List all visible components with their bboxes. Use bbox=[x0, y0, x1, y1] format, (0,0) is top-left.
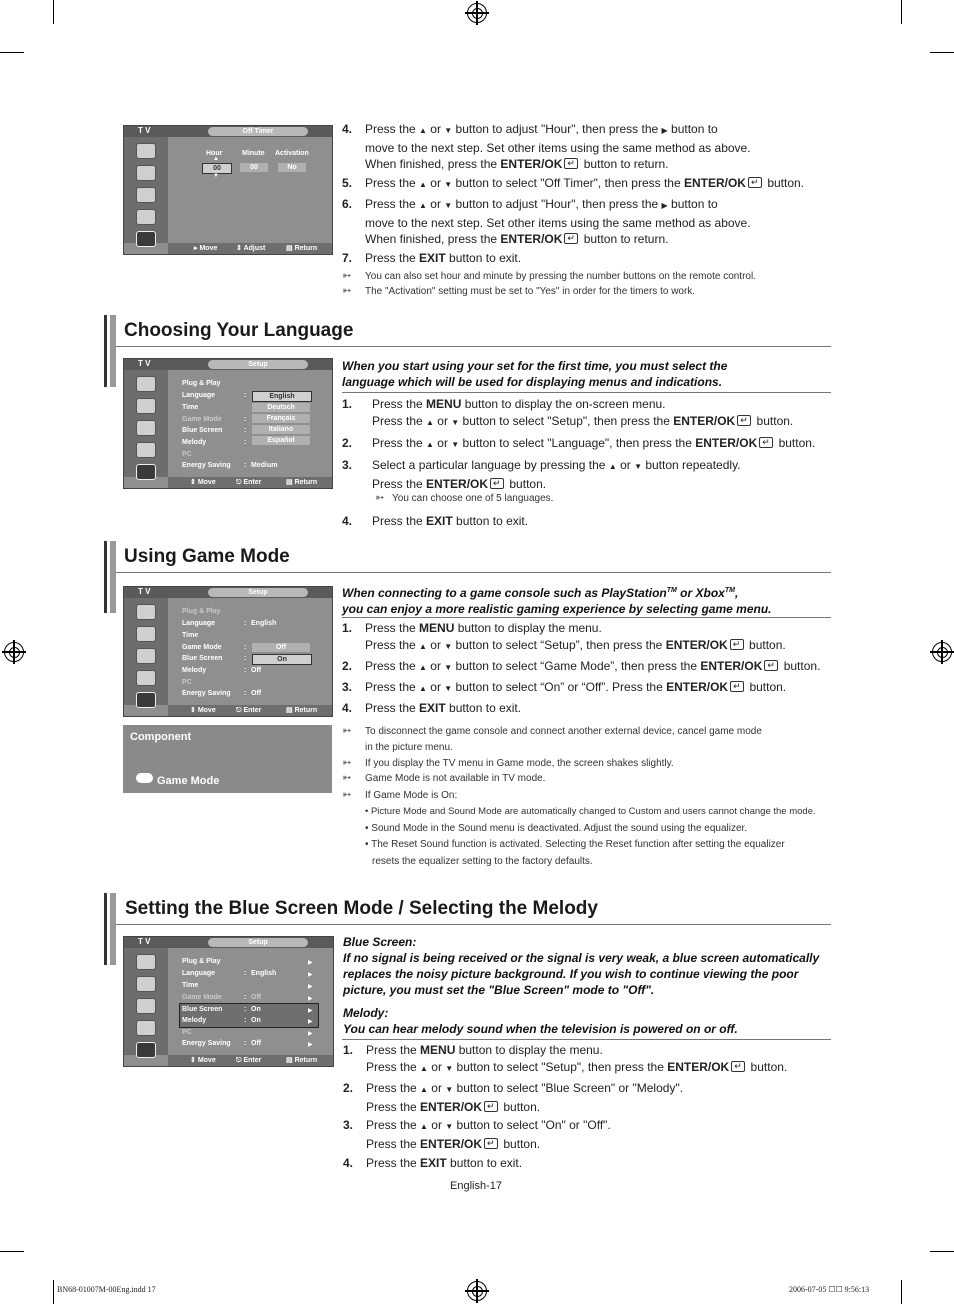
game-intro: When connecting to a game console such as PlayStation™ or Xbox™, you can enjoy a more realistic gaming experience by selecting game menu. bbox=[342, 586, 772, 616]
right-arrow-icon: ▶ bbox=[661, 201, 668, 210]
menu-row-melody: Melody bbox=[182, 1017, 207, 1024]
enter-icon bbox=[731, 1061, 745, 1072]
down-arrow-icon: ▼ bbox=[444, 201, 453, 210]
timer-step-6: Press the ▲ or ▼ button to adjust "Hour", then press the ▶ button to move to the next step. Set other items using the same method as above. When finished, press the ENTER/OK↵ button to return. bbox=[365, 196, 835, 248]
return-hint: Return bbox=[294, 245, 318, 252]
setup-icon bbox=[136, 231, 156, 247]
menu-tv-label: T V bbox=[138, 126, 151, 135]
section-title: Setting the Blue Screen Mode / Selecting the Melody bbox=[125, 898, 598, 919]
move-hint: Move bbox=[199, 245, 218, 252]
down-arrow-icon: ▼ bbox=[451, 417, 460, 427]
menu-title: Setup bbox=[208, 588, 308, 597]
energy-saving-value: Medium bbox=[251, 462, 278, 469]
melody-description: Melody: You can hear melody sound when the television is powered on or off. bbox=[343, 1006, 738, 1036]
minute-value: 00 bbox=[240, 163, 268, 173]
right-arrow-icon: ▶ bbox=[308, 996, 313, 1002]
section-rule bbox=[116, 924, 831, 925]
language-step-2: Press the ▲ or ▼ button to select "Language", then press the ENTER/OK↵ button. bbox=[372, 435, 834, 454]
note-arrow-icon: ➳ bbox=[342, 789, 352, 801]
step-number: 4. bbox=[342, 122, 353, 136]
right-arrow-icon: ▶ bbox=[308, 1019, 313, 1025]
return-hint: Return bbox=[294, 1057, 318, 1064]
channel-icon bbox=[136, 442, 156, 458]
game-mode-menu-screen: T V Setup Plug & Play Language Time Game Mode Blue Screen Melody PC Energy Saving : : : : : English Off On Off Off ⇕ Move ⎋ Enter ▤ Return bbox=[123, 586, 333, 717]
melody-value: On bbox=[251, 1017, 261, 1024]
menu-row-language: Language bbox=[182, 392, 216, 399]
step-number: 4. bbox=[343, 1156, 354, 1170]
language-option: Deutsch bbox=[252, 403, 310, 413]
return-hint: Return bbox=[294, 707, 318, 714]
menu-row-energy-saving: Energy Saving bbox=[182, 690, 231, 697]
menu-title: Off Timer bbox=[208, 127, 308, 136]
language-value: English bbox=[251, 620, 277, 627]
menu-title: Setup bbox=[208, 360, 308, 369]
sound-icon bbox=[136, 187, 156, 203]
setup-icon bbox=[136, 692, 156, 708]
move-hint: Move bbox=[197, 479, 216, 486]
up-arrow-icon: ▲ bbox=[419, 684, 427, 693]
up-arrow-icon: ▲ bbox=[419, 641, 427, 651]
crop-mark bbox=[53, 1280, 54, 1304]
intro-rule bbox=[342, 392, 831, 393]
up-arrow-icon: ▲ bbox=[420, 1085, 428, 1094]
down-arrow-icon: ▼ bbox=[444, 641, 453, 651]
crop-mark bbox=[53, 0, 54, 24]
timer-note: You can also set hour and minute by pressing the number buttons on the remote control. bbox=[365, 271, 756, 282]
game-note: To disconnect the game console and connect another external device, cancel game mode bbox=[365, 726, 762, 737]
menu-row-game-mode: Game Mode bbox=[182, 994, 222, 1001]
up-arrow-icon: ▲ bbox=[426, 417, 434, 427]
note-arrow-icon: ➳ bbox=[342, 285, 352, 297]
language-step-4: Press the EXIT button to exit. bbox=[372, 514, 529, 528]
component-game-mode: Game Mode bbox=[157, 775, 220, 787]
timer-note: The "Activation" setting must be set to "Yes" in order for the timers to work. bbox=[365, 286, 696, 297]
section-rule bbox=[116, 572, 831, 573]
menu-row-melody: Melody bbox=[182, 439, 207, 446]
menu-footer: ⇕ Move ⎋ Enter ▤ Return bbox=[168, 705, 332, 716]
menu-row-time: Time bbox=[182, 632, 199, 639]
language-step-3: Select a particular language by pressing the ▲ or ▼ button repeatedly. Press the ENTER/OK↵ button. bbox=[372, 457, 834, 492]
input-icon bbox=[136, 604, 156, 620]
melody-value: Off bbox=[251, 667, 262, 674]
enter-icon bbox=[564, 233, 578, 244]
crop-mark bbox=[0, 52, 24, 53]
right-arrow-icon: ▶ bbox=[308, 960, 313, 966]
right-arrow-icon: ▶ bbox=[308, 1008, 313, 1014]
up-arrow-icon: ▲ bbox=[420, 1122, 428, 1131]
down-arrow-icon: ▼ bbox=[445, 1122, 454, 1131]
right-arrow-icon: ▶ bbox=[308, 1042, 313, 1048]
enter-hint: Enter bbox=[243, 707, 262, 714]
step-number: 1. bbox=[342, 397, 353, 411]
enter-icon bbox=[730, 681, 744, 692]
menu-row-time: Time bbox=[182, 982, 199, 989]
step-number: 3. bbox=[342, 680, 353, 694]
enter-icon bbox=[484, 1101, 498, 1112]
menu-row-melody: Melody bbox=[182, 667, 207, 674]
menu-icon-column bbox=[124, 948, 168, 1055]
slug-file: BN68-01007M-00Eng.indd 17 bbox=[57, 1285, 156, 1294]
down-arrow-icon: ▼ bbox=[634, 462, 642, 471]
sound-icon bbox=[136, 648, 156, 664]
hour-label: Hour bbox=[206, 150, 223, 157]
down-arrow-icon: ▼ bbox=[444, 663, 453, 672]
language-step-1: Press the MENU button to display the on-screen menu. Press the ▲ or ▼ button to select "Setup", then press the ENTER/OK↵ button. bbox=[372, 396, 834, 431]
registration-mark-icon bbox=[4, 642, 24, 662]
component-title: Component bbox=[130, 731, 192, 743]
menu-row-energy-saving: Energy Saving bbox=[182, 462, 231, 469]
menu-row-energy-saving: Energy Saving bbox=[182, 1040, 231, 1047]
menu-row-pc: PC bbox=[182, 679, 192, 686]
game-step-3: Press the ▲ or ▼ button to select “On” or “Off”. Press the ENTER/OK↵ button. bbox=[365, 679, 835, 698]
up-arrow-icon: ▲ bbox=[608, 462, 617, 471]
menu-row-pc: PC bbox=[182, 451, 192, 458]
activation-label: Activation bbox=[275, 150, 309, 157]
language-intro: When you start using your set for the first time, you must select the language which will be used for displaying menus and indications. bbox=[342, 359, 728, 389]
step-number: 3. bbox=[343, 1118, 354, 1132]
menu-title-bar bbox=[124, 587, 332, 598]
blue-step-4: Press the EXIT button to exit. bbox=[366, 1156, 523, 1170]
section-bar bbox=[104, 315, 116, 387]
menu-title: Setup bbox=[208, 938, 308, 947]
blue-screen-value: On bbox=[251, 1006, 261, 1013]
page-number: English-17 bbox=[450, 1180, 502, 1192]
crop-mark bbox=[930, 52, 954, 53]
down-arrow-icon: ▼ bbox=[213, 173, 219, 179]
channel-icon bbox=[136, 209, 156, 225]
minute-label: Minute bbox=[242, 150, 265, 157]
step-number: 2. bbox=[343, 1081, 354, 1095]
input-icon bbox=[136, 376, 156, 392]
down-arrow-icon: ▼ bbox=[444, 180, 453, 189]
blue-screen-description: Blue Screen: If no signal is being received or the signal is very weak, a blue screen automatically replaces the noisy picture background. If you wish to continue viewing the poor picture, you must set the "Blue Screen" mode to "Off". bbox=[343, 935, 820, 997]
timer-step-5: Press the ▲ or ▼ button to select "Off Timer", then press the ENTER/OK↵ button. bbox=[365, 175, 835, 194]
step-number: 5. bbox=[342, 176, 353, 190]
timer-step-4: Press the ▲ or ▼ button to adjust "Hour", then press the ▶ button to move to the next step. Set other items using the same method as above. When finished, press the ENTER/OK↵ button to return. bbox=[365, 121, 835, 173]
gamepad-icon bbox=[136, 773, 153, 783]
up-arrow-icon: ▲ bbox=[419, 663, 427, 672]
menu-row-time: Time bbox=[182, 404, 199, 411]
menu-row-plug-play: Plug & Play bbox=[182, 958, 221, 965]
menu-tv-label: T V bbox=[138, 587, 151, 596]
enter-hint: Enter bbox=[243, 479, 262, 486]
picture-icon bbox=[136, 626, 156, 642]
step-number: 4. bbox=[342, 514, 353, 528]
menu-title-bar bbox=[124, 359, 332, 370]
enter-icon bbox=[759, 437, 773, 448]
up-arrow-icon: ▲ bbox=[419, 180, 427, 189]
step-number: 6. bbox=[342, 197, 353, 211]
menu-footer: ▸ Move ⇕ Adjust ▤ Return bbox=[168, 243, 332, 254]
language-option: Español bbox=[252, 436, 310, 446]
step-number: 3. bbox=[342, 458, 353, 472]
crop-mark bbox=[901, 1280, 902, 1304]
down-arrow-icon: ▼ bbox=[445, 1063, 454, 1073]
game-step-1: Press the MENU button to display the menu. Press the ▲ or ▼ button to select “Setup”, then press the ENTER/OK↵ button. bbox=[365, 620, 835, 655]
blue-screen-menu-screen: T V Setup Plug & Play Language Time Game Mode Blue Screen Melody PC Energy Saving : : : : : English Off On On Off ▶ ▶ ▶ ▶ ▶ ▶ ▶ ▶ ⇕ Move ⎋ Enter ▤ Return bbox=[123, 936, 334, 1067]
step-number: 7. bbox=[342, 251, 353, 265]
picture-icon bbox=[136, 165, 156, 181]
down-arrow-icon: ▼ bbox=[445, 1085, 454, 1094]
game-step-4: Press the EXIT button to exit. bbox=[365, 701, 522, 715]
step-number: 1. bbox=[342, 621, 353, 635]
menu-row-language: Language bbox=[182, 970, 216, 977]
crop-mark bbox=[901, 0, 902, 24]
game-note-bullet: • Picture Mode and Sound Mode are automatically changed to Custom and users cannot change the mode. bbox=[365, 806, 816, 817]
setup-icon bbox=[136, 1042, 156, 1058]
game-note-bullet: • Sound Mode in the Sound menu is deactivated. Adjust the sound using the equalizer. bbox=[365, 823, 748, 834]
move-hint: Move bbox=[197, 1057, 216, 1064]
activation-value: No bbox=[278, 163, 306, 173]
blue-step-3: Press the ▲ or ▼ button to select "On" or "Off". Press the ENTER/OK↵ button. bbox=[366, 1117, 836, 1152]
up-arrow-icon: ▲ bbox=[420, 1063, 428, 1073]
step-number: 4. bbox=[342, 701, 353, 715]
menu-footer: ⇕ Move ⎋ Enter ▤ Return bbox=[168, 1055, 333, 1066]
menu-row-language: Language bbox=[182, 620, 216, 627]
language-option: Italiano bbox=[252, 425, 310, 435]
registration-mark-icon bbox=[467, 1281, 487, 1301]
section-bar bbox=[104, 893, 116, 965]
component-box bbox=[123, 725, 332, 793]
note-arrow-icon: ➳ bbox=[342, 757, 352, 769]
menu-tv-label: T V bbox=[138, 937, 151, 946]
game-note-bullet: resets the equalizer setting to the factory defaults. bbox=[372, 856, 593, 867]
menu-title-bar bbox=[124, 126, 332, 137]
up-arrow-icon: ▲ bbox=[419, 126, 427, 135]
crop-mark bbox=[0, 1251, 24, 1252]
note-arrow-icon: ➳ bbox=[375, 492, 385, 504]
sound-icon bbox=[136, 998, 156, 1014]
menu-icon-column bbox=[124, 598, 168, 705]
section-title: Using Game Mode bbox=[124, 546, 290, 567]
up-arrow-icon: ▲ bbox=[213, 156, 219, 162]
crop-mark bbox=[930, 1251, 954, 1252]
menu-title-bar bbox=[124, 937, 333, 948]
sound-icon bbox=[136, 420, 156, 436]
menu-row-plug-play: Plug & Play bbox=[182, 380, 221, 387]
language-value: English bbox=[251, 970, 277, 977]
step-number: 2. bbox=[342, 436, 353, 450]
menu-row-game-mode: Game Mode bbox=[182, 644, 222, 651]
menu-row-blue-screen: Blue Screen bbox=[182, 427, 223, 434]
menu-footer: ⇕ Move ⎋ Enter ▤ Return bbox=[168, 477, 332, 488]
off-timer-menu-screen bbox=[123, 125, 333, 255]
language-menu-screen: T V Setup Plug & Play Language Time Game Mode Blue Screen Melody PC Energy Saving : : : : : Medium English Deutsch Français Italiano Español ⇕ Move ⎋ Enter ▤ Return bbox=[123, 358, 333, 489]
section-title: Choosing Your Language bbox=[124, 320, 354, 341]
energy-saving-value: Off bbox=[251, 690, 262, 697]
enter-icon bbox=[564, 158, 578, 169]
registration-mark-icon bbox=[932, 642, 952, 662]
picture-icon bbox=[136, 398, 156, 414]
step-number: 1. bbox=[343, 1043, 354, 1057]
game-note-bullet: • The Reset Sound function is activated. Selecting the Reset function after setting the equalizer bbox=[365, 839, 785, 850]
note-arrow-icon: ➳ bbox=[342, 725, 352, 737]
right-arrow-icon: ▶ bbox=[308, 972, 313, 978]
enter-icon bbox=[748, 177, 762, 188]
input-icon bbox=[136, 143, 156, 159]
game-mode-option: On bbox=[252, 654, 312, 665]
menu-row-game-mode: Game Mode bbox=[182, 416, 222, 423]
adjust-hint: Adjust bbox=[243, 245, 266, 252]
right-arrow-icon: ▶ bbox=[661, 126, 668, 135]
down-arrow-icon: ▼ bbox=[451, 440, 460, 449]
menu-row-blue-screen: Blue Screen bbox=[182, 1006, 223, 1013]
move-hint: Move bbox=[197, 707, 216, 714]
game-note: If Game Mode is On: bbox=[365, 790, 458, 801]
menu-icon-column bbox=[124, 137, 168, 243]
menu-icon-column bbox=[124, 370, 168, 477]
timer-step-7: Press the EXIT button to exit. bbox=[365, 251, 522, 265]
right-arrow-icon: ▶ bbox=[308, 1031, 313, 1037]
language-option: Français bbox=[252, 414, 310, 424]
game-step-2: Press the ▲ or ▼ button to select “Game Mode”, then press the ENTER/OK↵ button. bbox=[365, 658, 835, 677]
channel-icon bbox=[136, 670, 156, 686]
hour-value: 00 bbox=[202, 163, 232, 174]
down-arrow-icon: ▼ bbox=[444, 126, 453, 135]
picture-icon bbox=[136, 976, 156, 992]
enter-icon bbox=[764, 660, 778, 671]
enter-icon bbox=[484, 1138, 498, 1149]
game-mode-option: Off bbox=[252, 643, 310, 653]
input-icon bbox=[136, 954, 156, 970]
enter-hint: Enter bbox=[243, 1057, 262, 1064]
step-number: 2. bbox=[342, 659, 353, 673]
return-hint: Return bbox=[294, 479, 318, 486]
note-arrow-icon: ➳ bbox=[342, 772, 352, 784]
game-note: in the picture menu. bbox=[365, 742, 453, 753]
right-arrow-icon: ▶ bbox=[308, 984, 313, 990]
intro-rule bbox=[342, 617, 831, 618]
menu-row-plug-play: Plug & Play bbox=[182, 608, 221, 615]
setup-icon bbox=[136, 464, 156, 480]
game-note: Game Mode is not available in TV mode. bbox=[365, 773, 546, 784]
energy-saving-value: Off bbox=[251, 1040, 262, 1047]
game-note: If you display the TV menu in Game mode, the screen shakes slightly. bbox=[365, 758, 674, 769]
slug-date: 2006-07-05 ☐☐ 9:56:13 bbox=[789, 1285, 870, 1294]
menu-row-pc: PC bbox=[182, 1029, 192, 1036]
note-arrow-icon: ➳ bbox=[342, 270, 352, 282]
language-option: English bbox=[252, 391, 312, 402]
language-note: You can choose one of 5 languages. bbox=[392, 493, 554, 504]
intro-rule bbox=[342, 1039, 831, 1040]
section-bar bbox=[104, 541, 116, 613]
down-arrow-icon: ▼ bbox=[444, 684, 453, 693]
enter-icon bbox=[730, 639, 744, 650]
registration-mark-icon bbox=[467, 3, 487, 23]
enter-icon bbox=[490, 478, 504, 489]
up-arrow-icon: ▲ bbox=[419, 201, 427, 210]
enter-icon bbox=[737, 415, 751, 426]
section-rule bbox=[116, 346, 831, 347]
blue-step-1: Press the MENU button to display the menu. Press the ▲ or ▼ button to select "Setup", then press the ENTER/OK↵ button. bbox=[366, 1042, 836, 1077]
menu-row-blue-screen: Blue Screen bbox=[182, 655, 223, 662]
blue-step-2: Press the ▲ or ▼ button to select "Blue Screen" or "Melody". Press the ENTER/OK↵ button. bbox=[366, 1080, 836, 1115]
menu-tv-label: T V bbox=[138, 359, 151, 368]
up-arrow-icon: ▲ bbox=[426, 440, 434, 449]
game-mode-value: Off bbox=[251, 994, 262, 1001]
channel-icon bbox=[136, 1020, 156, 1036]
